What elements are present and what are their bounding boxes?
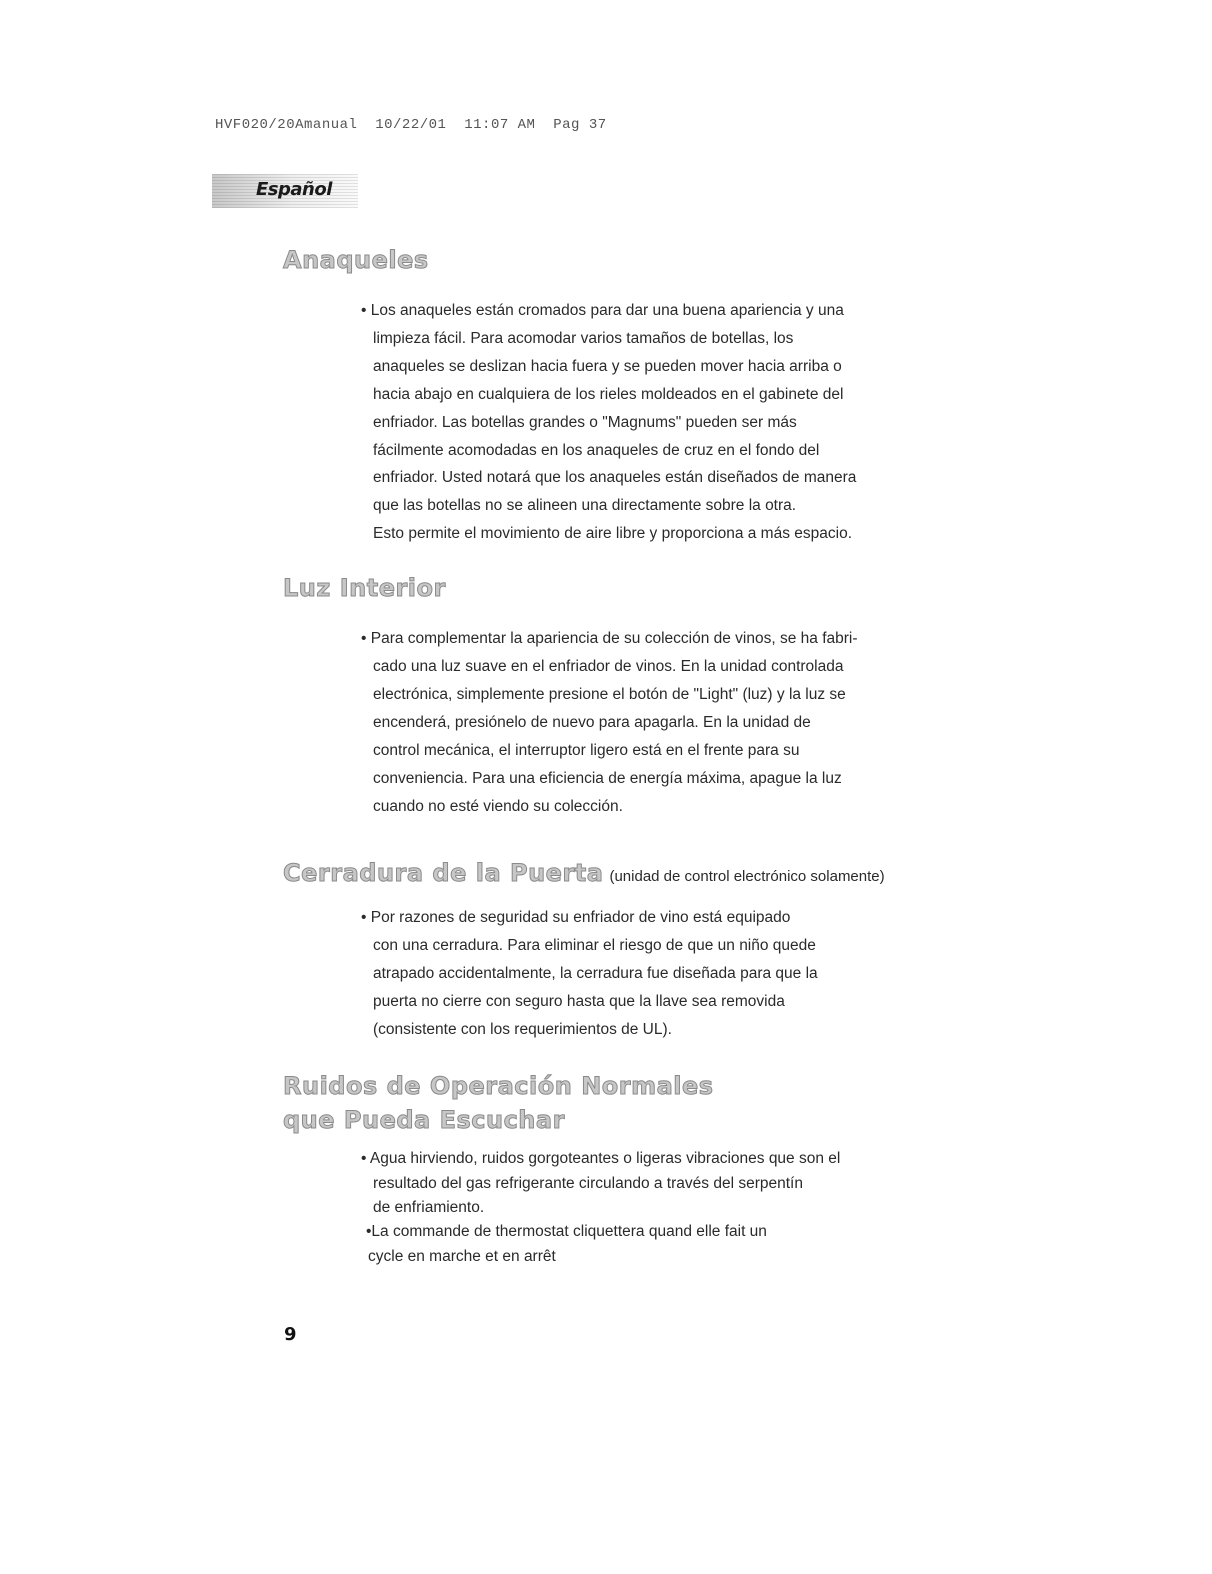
text-line: • Agua hirviendo, ruidos gorgoteantes o ligeras vibraciones que son el	[361, 1150, 841, 1167]
text-line: enfriador. Las botellas grandes o "Magnums" pueden ser más	[373, 413, 797, 431]
section-title-cerradura	[283, 858, 885, 892]
text-line: anaqueles se deslizan hacia fuera y se pueden mover hacia arriba o	[373, 357, 842, 375]
text-line: electrónica, simplemente presione el botón de "Light" (luz) y la luz se	[373, 686, 846, 703]
section-subtitle-cerradura: (unidad de control electrónico solamente)	[609, 868, 885, 885]
text-line: enfriador. Usted notará que los anaqueles están diseñados de manera	[373, 469, 857, 487]
text-line: conveniencia. Para una eficiencia de energía máxima, apague la luz	[373, 770, 842, 787]
section-title-cerradura-text: Cerradura de la Puerta	[283, 859, 604, 887]
text-line: cycle en marche et en arrêt	[368, 1247, 556, 1265]
section-title-anaqueles: Anaqueles	[283, 246, 429, 274]
text-line: cuando no esté viendo su colección.	[373, 798, 623, 815]
text-line: atrapado accidentalmente, la cerradura fue diseñada para que la	[373, 965, 818, 982]
page-number: 9	[284, 1324, 297, 1345]
text-line: cado una luz suave en el enfriador de vinos. En la unidad controlada	[373, 658, 844, 675]
language-tab	[212, 174, 358, 208]
text-line: encenderá, presiónelo de nuevo para apagarla. En la unidad de	[373, 714, 811, 731]
text-line: que las botellas no se alineen una directamente sobre la otra.	[373, 497, 797, 515]
paragraph-ruidos-bullet-2	[366, 1220, 767, 1269]
text-line: con una cerradura. Para eliminar el riesgo de que un niño quede	[373, 937, 816, 954]
text-line: Esto permite el movimiento de aire libre y proporciona a más espacio.	[373, 525, 853, 543]
text-line: control mecánica, el interruptor ligero está en el frente para su	[373, 742, 800, 759]
text-line: • Para complementar la apariencia de su colección de vinos, se ha fabri-	[361, 630, 858, 647]
paragraph-cerradura	[361, 904, 818, 1044]
text-line: de enfriamiento.	[373, 1199, 485, 1216]
text-line: puerta no cierre con seguro hasta que la llave sea removida	[373, 993, 785, 1010]
paragraph-luz-interior	[361, 625, 858, 821]
paragraph-ruidos-bullet-1	[361, 1147, 840, 1221]
text-line: hacia abajo en cualquiera de los rieles moldeados en el gabinete del	[373, 385, 844, 403]
text-line: •La commande de thermostat cliquettera quand elle fait un	[366, 1223, 767, 1240]
print-header: HVF020/20Amanual 10/22/01 11:07 AM Pag 37	[215, 117, 607, 133]
text-line: fácilmente acomodadas en los anaqueles de cruz en el fondo del	[373, 441, 820, 459]
text-line: • Por razones de seguridad su enfriador de vino está equipado	[361, 909, 791, 926]
text-line: limpieza fácil. Para acomodar varios tamaños de botellas, los	[373, 329, 794, 347]
language-tab-label: Español	[256, 179, 332, 200]
text-line: (consistente con los requerimientos de UL).	[373, 1021, 672, 1038]
section-title-ruidos-line1: Ruidos de Operación Normales	[283, 1072, 714, 1100]
section-title-ruidos-line2: que Pueda Escuchar	[283, 1106, 565, 1134]
text-line: resultado del gas refrigerante circulando a través del serpentín	[373, 1174, 803, 1192]
paragraph-anaqueles	[361, 297, 856, 548]
section-title-luz-interior: Luz Interior	[283, 574, 446, 602]
text-line: • Los anaqueles están cromados para dar una buena apariencia y una	[361, 302, 844, 319]
